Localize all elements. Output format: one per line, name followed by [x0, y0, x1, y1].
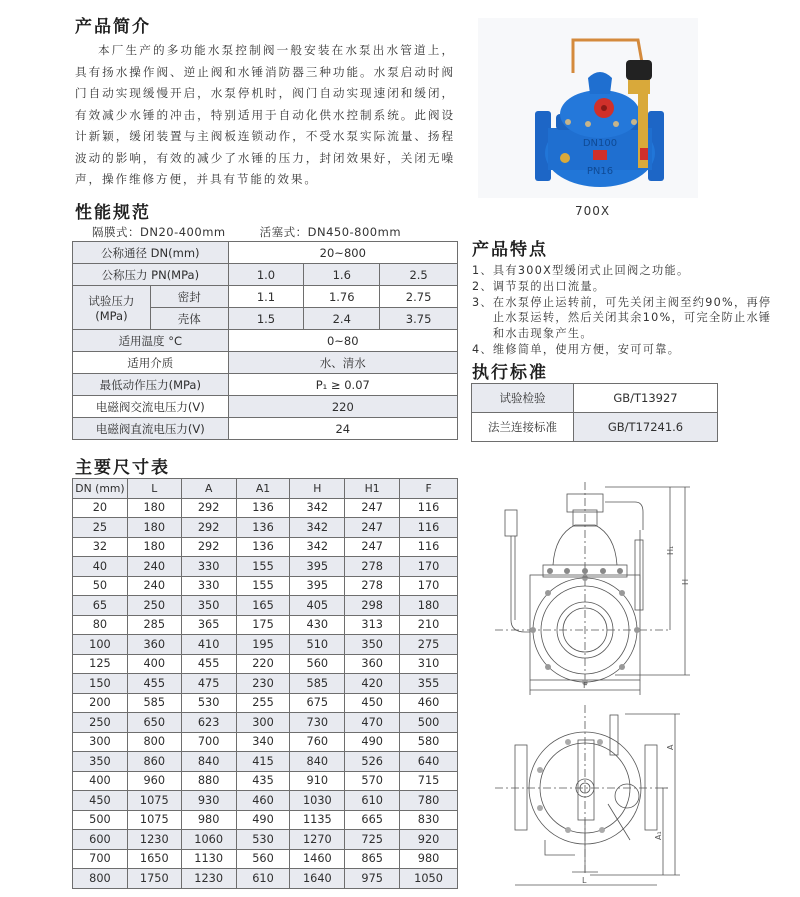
- dimension-row: [73, 576, 458, 596]
- dimension-cell: 100: [73, 635, 128, 655]
- spec-value: 2.75: [380, 286, 458, 308]
- dimension-cell: 725: [345, 830, 400, 850]
- dim-label-l: L: [582, 876, 587, 885]
- spec-label: 公称压力 PN(MPa): [73, 264, 229, 286]
- spec-row-temperature: [73, 330, 458, 352]
- dimension-cell: 200: [73, 693, 128, 713]
- dim-label-f: F: [583, 681, 588, 690]
- dimension-cell: 350: [345, 635, 400, 655]
- dimension-cell: 830: [400, 810, 458, 830]
- dimension-row: [73, 791, 458, 811]
- dimension-cell: 340: [236, 732, 290, 752]
- dimension-cell: 278: [345, 557, 400, 577]
- dimension-header-cell: A: [181, 479, 236, 499]
- dimension-cell: 840: [181, 752, 236, 772]
- dimension-cell: 1650: [127, 849, 181, 869]
- dimension-cell: 490: [345, 732, 400, 752]
- dimension-header-cell: A1: [236, 479, 290, 499]
- spec-value: 2.5: [380, 264, 458, 286]
- dimensions-header-row: [73, 479, 458, 499]
- dimension-cell: 700: [73, 849, 128, 869]
- dimension-cell: 170: [400, 557, 458, 577]
- dimension-cell: 298: [345, 596, 400, 616]
- spec-label: 适用介质: [73, 352, 229, 374]
- dimension-cell: 342: [290, 537, 345, 557]
- feature-number: 4、: [472, 342, 493, 356]
- spec-value: P₁ ≥ 0.07: [228, 374, 457, 396]
- feature-text: 在水泵停止运转前，可先关闭主阀至约90%，再停止水泵运转，然后关闭其余10%，可完全防止水锤和水击现象产生。: [492, 295, 772, 341]
- dimension-cell: 665: [345, 810, 400, 830]
- diaphragm-type-range: 隔膜式：DN20-400mm: [92, 225, 226, 239]
- standard-row: [472, 384, 718, 413]
- dimension-cell: 1230: [181, 869, 236, 889]
- dimension-cell: 650: [127, 713, 181, 733]
- dimension-cell: 240: [127, 576, 181, 596]
- dimension-cell: 435: [236, 771, 290, 791]
- dimension-row: [73, 830, 458, 850]
- valve-type-ranges: [92, 224, 401, 240]
- feature-item: [472, 342, 772, 358]
- dimension-cell: 1460: [290, 849, 345, 869]
- dimension-cell: 300: [236, 713, 290, 733]
- piston-type-range: 活塞式：DN450-800mm: [259, 225, 402, 239]
- dimension-header-cell: H: [290, 479, 345, 499]
- dimension-cell: 180: [127, 537, 181, 557]
- dimension-cell: 450: [345, 693, 400, 713]
- dimension-cell: 490: [236, 810, 290, 830]
- spec-value: 1.6: [304, 264, 380, 286]
- dimension-cell: 195: [236, 635, 290, 655]
- spec-label: 公称通径 DN(mm): [73, 242, 229, 264]
- dimension-cell: 500: [73, 810, 128, 830]
- spec-value: 水、清水: [228, 352, 457, 374]
- feature-item: [472, 263, 772, 279]
- dimension-cell: 1135: [290, 810, 345, 830]
- dim-label-a: A: [666, 744, 675, 750]
- front-view-drawing: [485, 480, 700, 705]
- dimension-cell: 1230: [127, 830, 181, 850]
- dimension-cell: 275: [400, 635, 458, 655]
- dimension-cell: 1640: [290, 869, 345, 889]
- dimension-row: [73, 635, 458, 655]
- dimension-cell: 180: [127, 518, 181, 538]
- dimension-cell: 150: [73, 674, 128, 694]
- body-marking-dn: DN100: [582, 138, 618, 149]
- standards-title: 执行标准: [472, 363, 548, 383]
- intro-text: 本厂生产的多功能水泵控制阀一般安装在水泵出水管道上，具有扬水操作阀、逆止阀和水锤消防器三种功能。水泵启动时阀门自动实现缓慢开启，水泵停机时，阀门自动实现速闭和缓闭，有效减少水锤的冲击，特别适用于自动化供水控制系统。此阀设计新颖，缓闭装置与主阀板连锁动作，不受水泵实际流量、扬程波动的影响，有效的减少了水锤的压力，封闭效果好，关闭无噪声，操作维修方便，并具有节能的效果。: [75, 43, 455, 186]
- dimension-cell: 395: [290, 576, 345, 596]
- spec-row-min-pressure: [73, 374, 458, 396]
- dimension-cell: 980: [181, 810, 236, 830]
- standard-label: 试验检验: [472, 384, 574, 413]
- dimension-cell: 300: [73, 732, 128, 752]
- dimension-row: [73, 537, 458, 557]
- dimension-row: [73, 849, 458, 869]
- spec-value: 1.5: [228, 308, 304, 330]
- dimension-cell: 350: [73, 752, 128, 772]
- standard-value: GB/T17241.6: [574, 413, 718, 442]
- dimension-cell: 430: [290, 615, 345, 635]
- spec-row-seal: [73, 286, 458, 308]
- dimension-cell: 285: [127, 615, 181, 635]
- dimension-cell: 65: [73, 596, 128, 616]
- dimension-cell: 313: [345, 615, 400, 635]
- dimension-cell: 860: [127, 752, 181, 772]
- dimension-cell: 975: [345, 869, 400, 889]
- standard-row: [472, 413, 718, 442]
- dimension-cell: 292: [181, 537, 236, 557]
- dimension-row: [73, 518, 458, 538]
- dimension-cell: 32: [73, 537, 128, 557]
- dimension-cell: 623: [181, 713, 236, 733]
- standards-table: [471, 383, 718, 442]
- dimension-cell: 1075: [127, 791, 181, 811]
- dimension-cell: 1075: [127, 810, 181, 830]
- dimension-cell: 560: [236, 849, 290, 869]
- dimension-cell: 360: [345, 654, 400, 674]
- dimension-cell: 530: [236, 830, 290, 850]
- dimension-cell: 920: [400, 830, 458, 850]
- product-caption: 700X: [575, 204, 611, 218]
- dimension-cell: 420: [345, 674, 400, 694]
- feature-item: [472, 279, 772, 295]
- dimension-cell: 470: [345, 713, 400, 733]
- dimension-cell: 560: [290, 654, 345, 674]
- spec-value: 3.75: [380, 308, 458, 330]
- spec-table: [72, 241, 458, 440]
- feature-number: 3、: [472, 295, 493, 309]
- dimension-cell: 395: [290, 557, 345, 577]
- intro-title: 产品简介: [75, 17, 151, 37]
- spec-label-test-pressure: [73, 286, 151, 330]
- dimension-cell: 330: [181, 576, 236, 596]
- dimension-cell: 580: [400, 732, 458, 752]
- spec-label: 最低动作压力(MPa): [73, 374, 229, 396]
- dimensions-table: [72, 478, 458, 889]
- dimension-cell: 180: [400, 596, 458, 616]
- spec-row-pressure: [73, 264, 458, 286]
- feature-number: 2、: [472, 279, 493, 293]
- dimension-cell: 730: [290, 713, 345, 733]
- dimension-cell: 292: [181, 518, 236, 538]
- dimension-cell: 610: [345, 791, 400, 811]
- dimension-cell: 230: [236, 674, 290, 694]
- dimension-cell: 1050: [400, 869, 458, 889]
- spec-value: 220: [228, 396, 457, 418]
- dimension-cell: 175: [236, 615, 290, 635]
- dimension-cell: 640: [400, 752, 458, 772]
- dimension-row: [73, 810, 458, 830]
- standard-label: 法兰连接标准: [472, 413, 574, 442]
- dimension-cell: 780: [400, 791, 458, 811]
- dimension-cell: 405: [290, 596, 345, 616]
- dimension-cell: 155: [236, 557, 290, 577]
- dimension-cell: 460: [400, 693, 458, 713]
- dimension-cell: 360: [127, 635, 181, 655]
- dimension-cell: 116: [400, 518, 458, 538]
- spec-value: 1.1: [228, 286, 304, 308]
- dimension-header-cell: F: [400, 479, 458, 499]
- spec-row-dc-voltage: [73, 418, 458, 440]
- dimension-cell: 350: [181, 596, 236, 616]
- feature-text: 具有300X型缓闭式止回阀之功能。: [492, 264, 690, 277]
- features-list: [472, 263, 772, 358]
- label-line: (MPa): [95, 308, 128, 323]
- spec-value: 1.76: [304, 286, 380, 308]
- dimension-cell: 25: [73, 518, 128, 538]
- spec-value: 24: [228, 418, 457, 440]
- top-view-drawing: [490, 700, 690, 897]
- dimension-row: [73, 693, 458, 713]
- standard-value: GB/T13927: [574, 384, 718, 413]
- dimension-cell: 170: [400, 576, 458, 596]
- dimension-cell: 247: [345, 498, 400, 518]
- spec-row-diameter: [73, 242, 458, 264]
- feature-item: [472, 295, 772, 342]
- dimension-row: [73, 752, 458, 772]
- dimension-cell: 675: [290, 693, 345, 713]
- label-line: 试验压力: [88, 293, 135, 308]
- dimension-cell: 715: [400, 771, 458, 791]
- dimension-cell: 510: [290, 635, 345, 655]
- dimension-cell: 410: [181, 635, 236, 655]
- spec-value: 20~800: [228, 242, 457, 264]
- spec-value: 0~80: [228, 330, 457, 352]
- dimension-cell: 250: [127, 596, 181, 616]
- features-title: 产品特点: [472, 240, 548, 260]
- dimension-cell: 255: [236, 693, 290, 713]
- dimension-cell: 910: [290, 771, 345, 791]
- dimension-row: [73, 615, 458, 635]
- dimension-cell: 530: [181, 693, 236, 713]
- dimensions-title: 主要尺寸表: [75, 458, 170, 478]
- feature-number: 1、: [472, 264, 493, 277]
- dimension-cell: 455: [181, 654, 236, 674]
- dimension-cell: 165: [236, 596, 290, 616]
- dimension-cell: 460: [236, 791, 290, 811]
- product-photo: [478, 18, 698, 198]
- dimension-row: [73, 674, 458, 694]
- spec-sublabel: 壳体: [150, 308, 228, 330]
- dimension-row: [73, 713, 458, 733]
- dimension-cell: 475: [181, 674, 236, 694]
- dimension-cell: 125: [73, 654, 128, 674]
- dimension-cell: 40: [73, 557, 128, 577]
- spec-label: 电磁阀直流电压力(V): [73, 418, 229, 440]
- dimension-cell: 342: [290, 498, 345, 518]
- spec-row-ac-voltage: [73, 396, 458, 418]
- dimension-cell: 930: [181, 791, 236, 811]
- dimension-row: [73, 498, 458, 518]
- dimension-cell: 1030: [290, 791, 345, 811]
- dimension-row: [73, 557, 458, 577]
- dimension-row: [73, 732, 458, 752]
- dimension-row: [73, 654, 458, 674]
- dimension-cell: 415: [236, 752, 290, 772]
- dimension-header-cell: L: [127, 479, 181, 499]
- dimension-cell: 800: [127, 732, 181, 752]
- dimension-cell: 136: [236, 537, 290, 557]
- dimension-cell: 80: [73, 615, 128, 635]
- dimension-row: [73, 596, 458, 616]
- dimension-cell: 278: [345, 576, 400, 596]
- dimension-cell: 585: [127, 693, 181, 713]
- dimension-header-cell: H1: [345, 479, 400, 499]
- dimension-cell: 365: [181, 615, 236, 635]
- dimension-cell: 292: [181, 498, 236, 518]
- feature-text: 维修简单，使用方便，安可可靠。: [492, 342, 681, 356]
- dimension-cell: 180: [127, 498, 181, 518]
- dimension-header-cell: DN (mm): [73, 479, 128, 499]
- dimension-cell: 355: [400, 674, 458, 694]
- feature-text: 调节泵的出口流量。: [492, 279, 606, 293]
- dimension-cell: 960: [127, 771, 181, 791]
- dimension-cell: 526: [345, 752, 400, 772]
- dimension-cell: 210: [400, 615, 458, 635]
- dimension-cell: 116: [400, 498, 458, 518]
- dim-label-h: H: [681, 578, 690, 585]
- spec-value: 2.4: [304, 308, 380, 330]
- dimension-cell: 865: [345, 849, 400, 869]
- spec-sublabel: 密封: [150, 286, 228, 308]
- spec-row-medium: [73, 352, 458, 374]
- dimension-cell: 760: [290, 732, 345, 752]
- spec-label: 适用温度 °C: [73, 330, 229, 352]
- dimension-row: [73, 869, 458, 889]
- dimension-row: [73, 771, 458, 791]
- dimension-cell: 136: [236, 518, 290, 538]
- spec-label: 电磁阀交流电压力(V): [73, 396, 229, 418]
- dimension-cell: 20: [73, 498, 128, 518]
- dimension-cell: 450: [73, 791, 128, 811]
- dimension-cell: 330: [181, 557, 236, 577]
- dimension-cell: 155: [236, 576, 290, 596]
- dim-label-h1: H₁: [666, 545, 675, 555]
- spec-value: 1.0: [228, 264, 304, 286]
- dimension-cell: 247: [345, 537, 400, 557]
- dimension-cell: 136: [236, 498, 290, 518]
- dimension-cell: 1270: [290, 830, 345, 850]
- dimension-cell: 342: [290, 518, 345, 538]
- dimension-cell: 880: [181, 771, 236, 791]
- dimension-cell: 600: [73, 830, 128, 850]
- dimension-cell: 250: [73, 713, 128, 733]
- dimension-cell: 800: [73, 869, 128, 889]
- dimension-cell: 585: [290, 674, 345, 694]
- dim-label-a1: A₁: [654, 831, 663, 840]
- dimension-cell: 1130: [181, 849, 236, 869]
- dimension-cell: 840: [290, 752, 345, 772]
- dimension-cell: 220: [236, 654, 290, 674]
- dimension-cell: 455: [127, 674, 181, 694]
- dimension-cell: 400: [73, 771, 128, 791]
- dimension-cell: 240: [127, 557, 181, 577]
- spec-title: 性能规范: [75, 203, 151, 223]
- body-marking-pn: PN16: [586, 166, 614, 177]
- dimension-cell: 700: [181, 732, 236, 752]
- dimension-cell: 247: [345, 518, 400, 538]
- dimension-cell: 1060: [181, 830, 236, 850]
- dimension-cell: 570: [345, 771, 400, 791]
- dimension-cell: 980: [400, 849, 458, 869]
- dimension-cell: 400: [127, 654, 181, 674]
- dimension-cell: 50: [73, 576, 128, 596]
- dimension-cell: 116: [400, 537, 458, 557]
- dimension-cell: 1750: [127, 869, 181, 889]
- dimension-cell: 310: [400, 654, 458, 674]
- dimension-cell: 610: [236, 869, 290, 889]
- dimension-cell: 500: [400, 713, 458, 733]
